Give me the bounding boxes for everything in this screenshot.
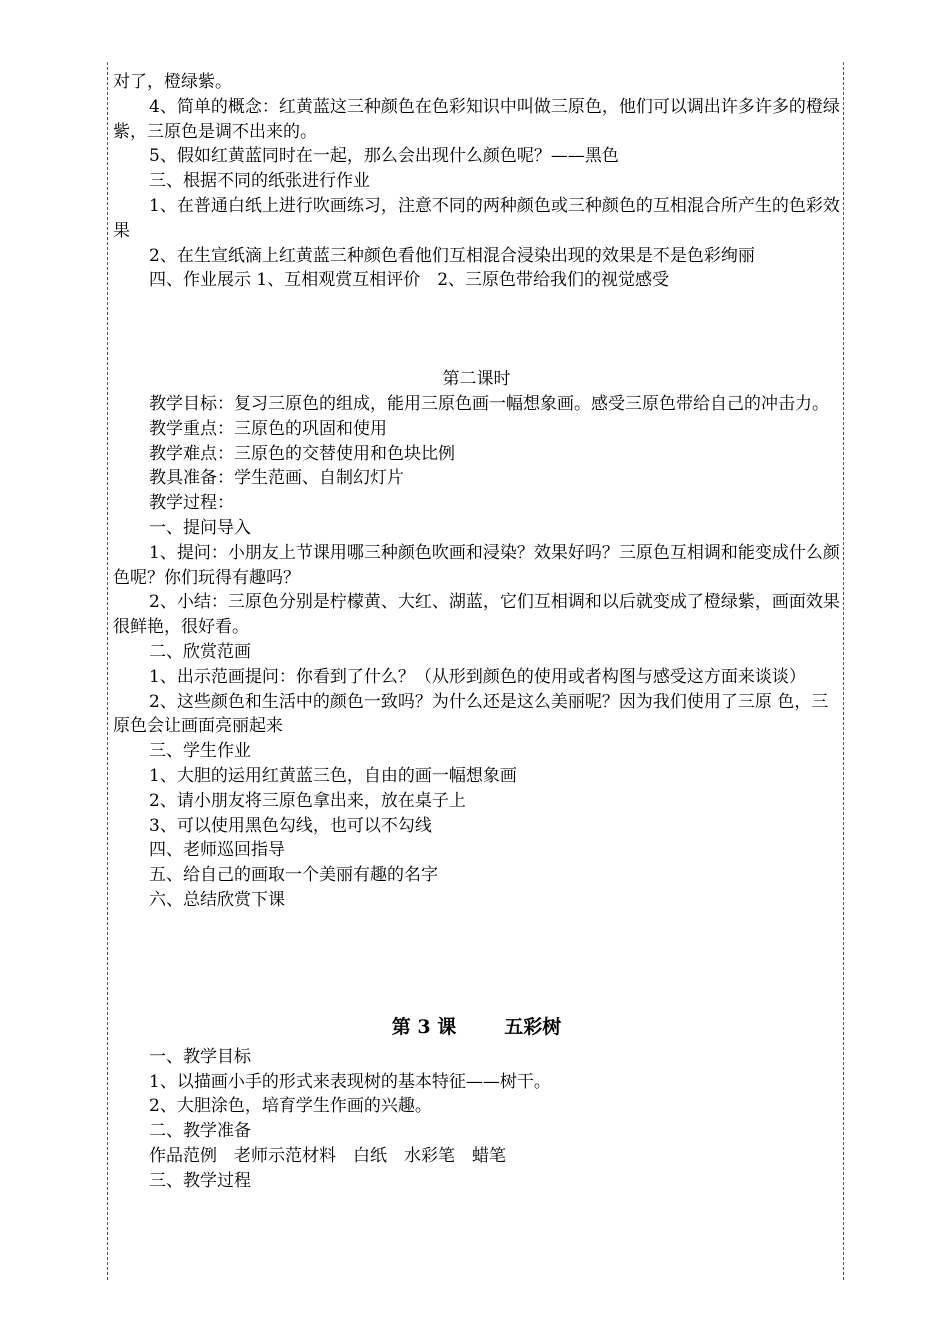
paragraph: 教学难点：三原色的交替使用和色块比例: [149, 443, 455, 464]
paragraph: 二、欣赏范画: [149, 641, 251, 662]
paragraph: 2、请小朋友将三原色拿出来，放在桌子上: [149, 790, 466, 811]
lesson-2: [113, 367, 840, 913]
paragraph: 三、教学过程: [149, 1170, 251, 1191]
paragraph: 教学重点：三原色的巩固和使用: [149, 418, 387, 439]
paragraph: 3、可以使用黑色勾线，也可以不勾线: [149, 815, 432, 836]
paragraph: 作品范例 老师示范材料 白纸 水彩笔 蜡笔: [149, 1145, 506, 1166]
paragraph: 1、在普通白纸上进行吹画练习，注意不同的两种颜色或三种颜色的互相混合所产生的色彩效果: [113, 195, 840, 241]
paragraph: 一、教学目标: [149, 1046, 251, 1067]
paragraph: 5、假如红黄蓝同时在一起，那么会出现什么颜色呢？——黑色: [149, 146, 619, 167]
paragraph: 三、根据不同的纸张进行作业: [149, 171, 370, 192]
paragraph: 一、提问导入: [149, 517, 251, 538]
lesson-title: [113, 1011, 840, 1043]
paragraph: 4、简单的概念：红黄蓝这三种颜色在色彩知识中叫做三原色，他们可以调出许多许多的橙绿紫，三原色是调不出来的。: [113, 96, 840, 142]
paragraph: 2、大胆涂色，培育学生作画的兴趣。: [149, 1096, 432, 1117]
paragraph: 对了，橙绿紫。: [113, 72, 232, 92]
paragraph: 2、小结：三原色分别是柠檬黄、大红、湖蓝，它们互相调和以后就变成了橙绿紫，画面效果很鲜艳，很好看。: [113, 592, 840, 638]
paragraph: 六、总结欣赏下课: [149, 889, 285, 910]
left-margin-dashed-line: [107, 62, 108, 1280]
paragraph: 教学目标：复习三原色的组成，能用三原色画一幅想象画。感受三原色带给自己的冲击力。: [149, 393, 829, 414]
paragraph: 1、以描画小手的形式来表现树的基本特征——树干。: [149, 1071, 551, 1092]
right-margin-dashed-line: [843, 62, 844, 1280]
paragraph: 四、老师巡回指导: [149, 840, 285, 861]
document-body: [113, 70, 840, 1193]
paragraph: 1、提问：小朋友上节课用哪三种颜色吹画和浸染？效果好吗？三原色互相调和能变成什么颜色呢？你们玩得有趣吗？: [113, 542, 840, 588]
paragraph: 2、在生宣纸滴上红黄蓝三种颜色看他们互相混合浸染出现的效果是不是色彩绚丽: [149, 245, 755, 266]
paragraph: 2、这些颜色和生活中的颜色一致吗？为什么还是这么美丽呢？因为我们使用了三原 色，三原色会让画面亮丽起来: [113, 691, 829, 737]
lesson-3: [113, 1011, 840, 1194]
paragraph: 二、教学准备: [149, 1121, 251, 1142]
paragraph: 四、作业展示 1、互相观赏互相评价 2、三原色带给我们的视觉感受: [149, 270, 670, 291]
paragraph: 教具准备：学生范画、自制幻灯片: [149, 468, 404, 489]
paragraph: 教学过程：: [149, 493, 234, 514]
paragraph: 1、大胆的运用红黄蓝三色，自由的画一幅想象画: [149, 765, 517, 786]
section-1: [113, 70, 840, 293]
lesson-number: 第 3 课: [391, 1015, 457, 1038]
paragraph: 1、出示范画提问：你看到了什么？（从形到颜色的使用或者构图与感受这方面来谈谈）: [149, 666, 806, 687]
paragraph: 五、给自己的画取一个美丽有趣的名字: [149, 865, 438, 886]
lesson-name: 五彩树: [504, 1015, 562, 1038]
paragraph: 三、学生作业: [149, 741, 251, 762]
lesson-heading: 第二课时: [442, 369, 511, 390]
